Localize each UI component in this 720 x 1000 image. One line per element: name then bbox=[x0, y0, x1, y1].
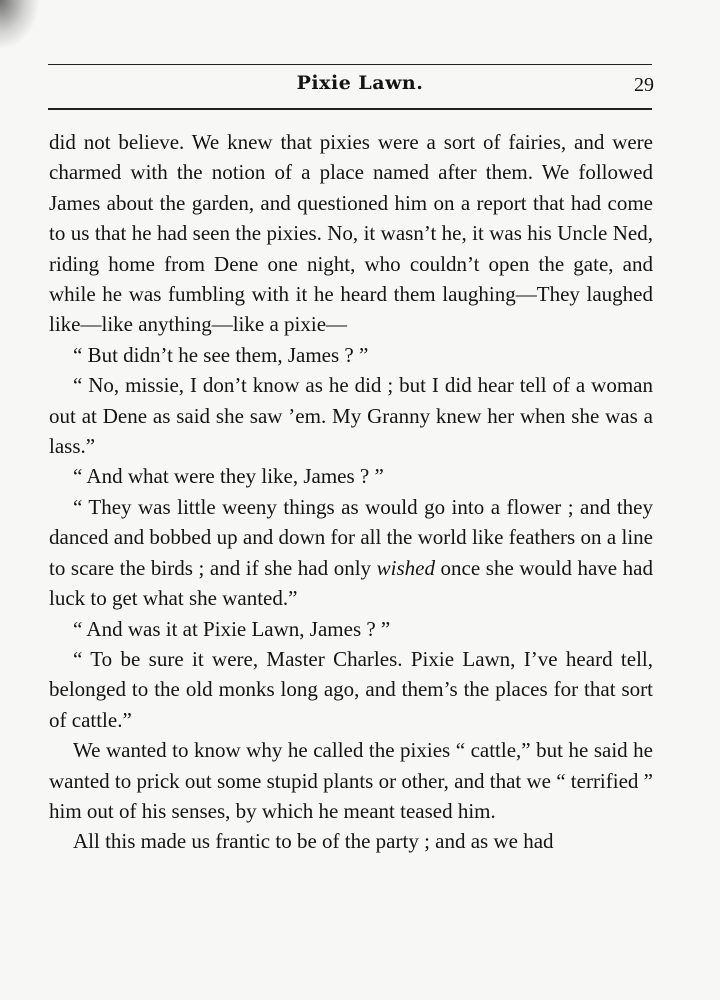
header-rule-bottom bbox=[48, 108, 652, 110]
running-header-title: Pixie Lawn. bbox=[296, 72, 424, 94]
body-text bbox=[49, 127, 653, 857]
paragraph-1: did not believe. We knew that pixies were a sort of fairies, and were charmed with the notion of a place named after them. We followed James about the garden, and questioned him on a report that had come to us that he had seen the pixies. No, it wasn’t he, it was his Uncle Ned, riding home from Dene one night, who couldn’t open the gate, and while he was fumbling with it he heard them laughing—They laughed like—like anything—like a pixie— bbox=[49, 130, 653, 337]
paragraph-7: “ To be sure it were, Master Charles. Pixie Lawn, I’ve heard tell, belonged to the old monks long ago, and them’s the places for that sort of cattle.” bbox=[49, 646, 653, 732]
paragraph-5 bbox=[49, 492, 653, 614]
paragraph-5-before: “ They was little weeny things as would go into a flower ; and they danced and bobbed up and down for all the world like feathers on a line to scare the birds ; and if she had only bbox=[49, 494, 653, 580]
paragraph-4: “ And what were they like, James ? ” bbox=[73, 464, 384, 489]
paragraph-5-after: once she would have had luck to get what she wanted.” bbox=[49, 555, 653, 611]
paragraph-6: “ And was it at Pixie Lawn, James ? ” bbox=[73, 616, 391, 641]
paragraph-2: “ But didn’t he see them, James ? ” bbox=[73, 342, 369, 367]
paragraph-3: “ No, missie, I don’t know as he did ; but I did hear tell of a woman out at Dene as said she saw ’em. My Granny knew her when she was a lass.” bbox=[49, 373, 653, 459]
page-number: 29 bbox=[634, 74, 654, 96]
page-stain bbox=[0, 0, 40, 50]
paragraph-5-emphasis: wished bbox=[376, 555, 435, 580]
paragraph-8: We wanted to know why he called the pixies “ cattle,” but he said he wanted to prick out some stupid plants or other, and that we “ terrified ” him out of his senses, by which he meant teased him. bbox=[49, 738, 653, 823]
paragraph-9: All this made us frantic to be of the party ; and as we had bbox=[73, 829, 554, 854]
header-rule-top bbox=[48, 64, 652, 65]
